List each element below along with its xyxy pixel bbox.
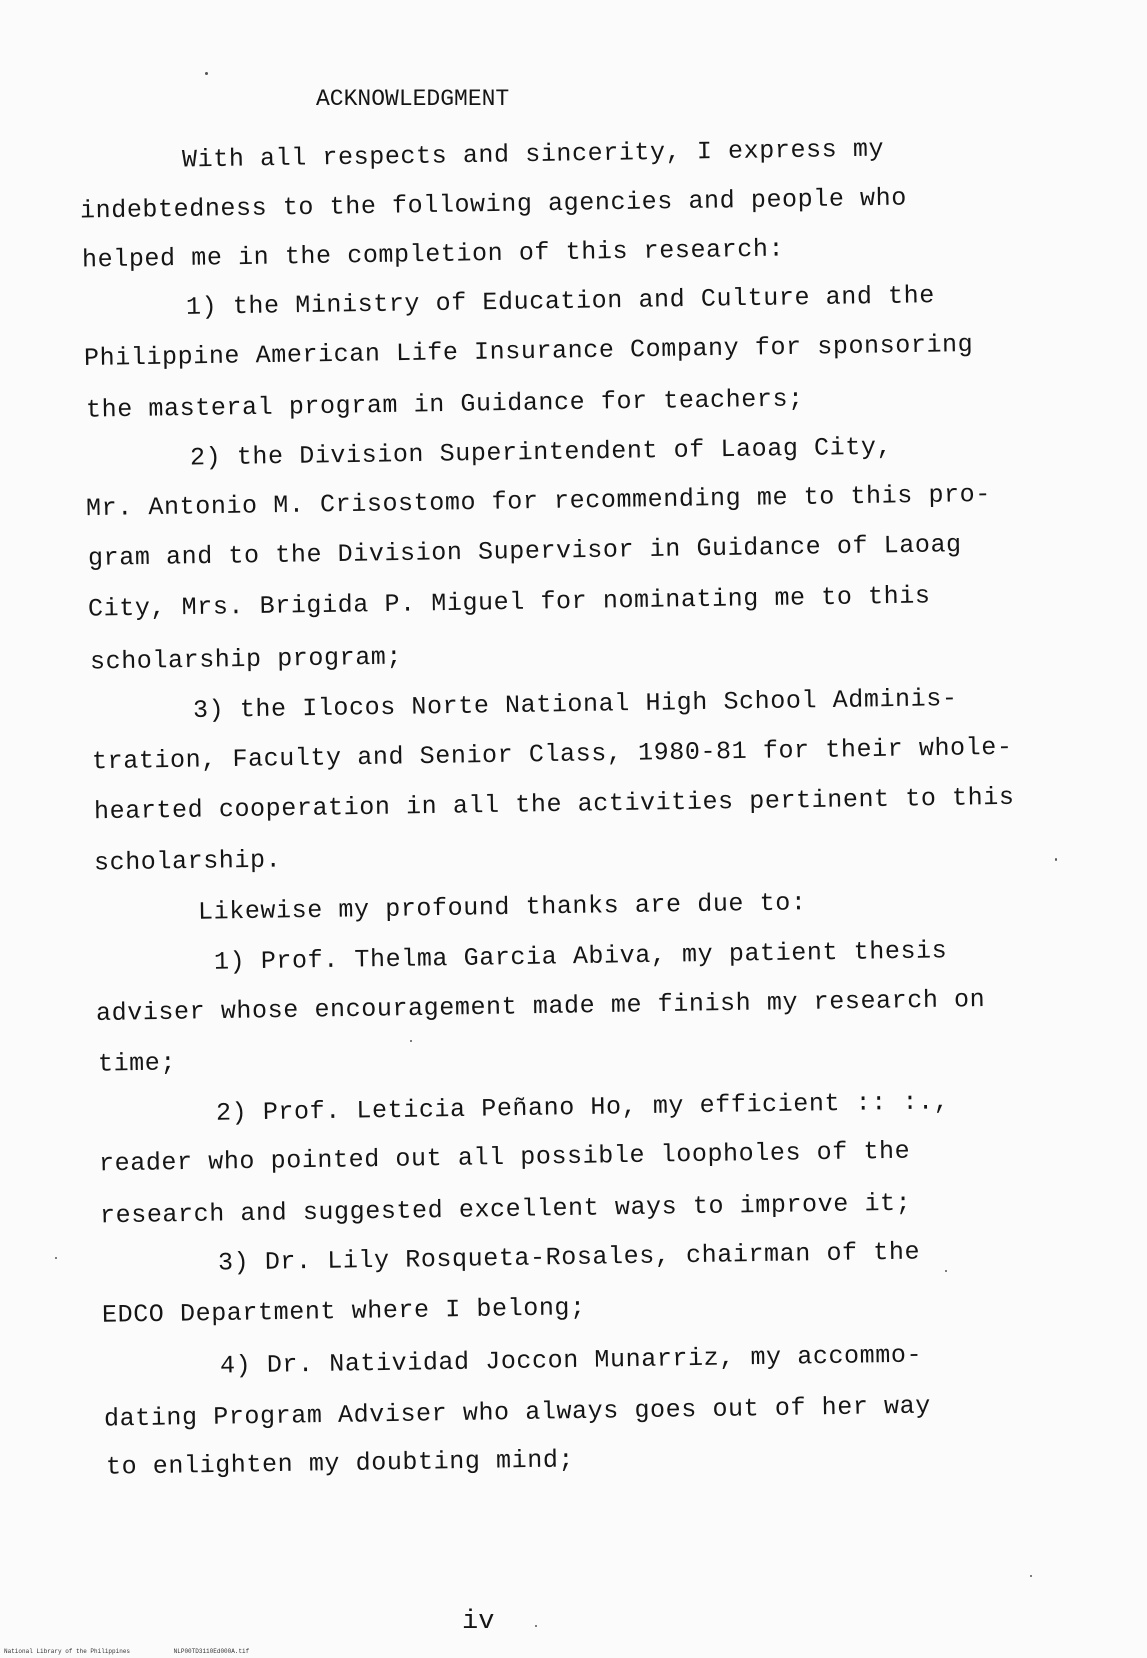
- text-line: research and suggested excellent ways to improve it;: [99, 1188, 912, 1231]
- text-line: 4) Dr. Natividad Joccon Munarriz, my accommo-: [219, 1340, 923, 1381]
- text-line: reader who pointed out all possible loopholes of the: [98, 1136, 911, 1179]
- likewise-line: Likewise my profound thanks are due to:: [197, 888, 807, 927]
- text-line: 3) the Ilocos Norte National High School Adminis-: [192, 683, 958, 726]
- text-line: gram and to the Division Supervisor in Guidance of Laoag: [87, 530, 962, 573]
- scan-speck: [410, 1040, 412, 1042]
- footer-filename: NLP00TD3110Ed000A.tif: [173, 1648, 250, 1655]
- text-line: to enlighten my doubting mind;: [105, 1445, 575, 1482]
- text-line: With all respects and sincerity, I express my: [181, 134, 885, 175]
- text-line: hearted cooperation in all the activities pertinent to this: [93, 782, 1015, 827]
- text-line: Mr. Antonio M. Crisostomo for recommending me to this pro-: [85, 479, 992, 524]
- text-line: dating Program Adviser who always goes out of her way: [103, 1391, 932, 1434]
- text-line: tration, Faculty and Senior Class, 1980-81 for their whole-: [91, 732, 1013, 777]
- page-title: ACKNOWLEDGMENT: [316, 86, 510, 112]
- text-line: helped me in the completion of this research:: [81, 234, 785, 275]
- scan-speck: [1055, 858, 1057, 861]
- scan-speck: [205, 72, 208, 75]
- text-line: EDCO Department where I belong;: [101, 1293, 586, 1330]
- text-line: adviser whose encouragement made me finish my research on: [95, 985, 986, 1028]
- text-line: 1) Prof. Thelma Garcia Abiva, my patient thesis: [213, 936, 948, 977]
- footer-library: National Library of the Philippines: [4, 1648, 131, 1655]
- text-line: time;: [97, 1048, 177, 1079]
- page-number: iv: [462, 1607, 495, 1637]
- text-line: scholarship.: [93, 845, 282, 878]
- text-line: 2) Prof. Leticia Peñano Ho, my efficient :: :.,: [215, 1087, 950, 1128]
- scan-speck: [535, 1625, 537, 1627]
- text-line: 1) the Ministry of Education and Culture and the: [185, 281, 936, 322]
- text-line: Philippine American Life Insurance Company for sponsoring: [83, 330, 974, 373]
- scan-speck: [945, 1270, 947, 1272]
- text-line: scholarship program;: [89, 642, 403, 677]
- text-line: City, Mrs. Brigida P. Miguel for nominating me to this: [87, 581, 931, 624]
- scan-footer: [4, 1648, 289, 1655]
- text-line: 2) the Division Superintendent of Laoag City,: [189, 432, 893, 473]
- text-line: the masteral program in Guidance for teachers;: [85, 384, 804, 425]
- scan-speck: [55, 1257, 57, 1259]
- text-line: indebtedness to the following agencies and people who: [79, 183, 908, 226]
- text-line: 3) Dr. Lily Rosqueta-Rosales, chairman of the: [217, 1237, 921, 1278]
- scan-speck: [1030, 1575, 1032, 1577]
